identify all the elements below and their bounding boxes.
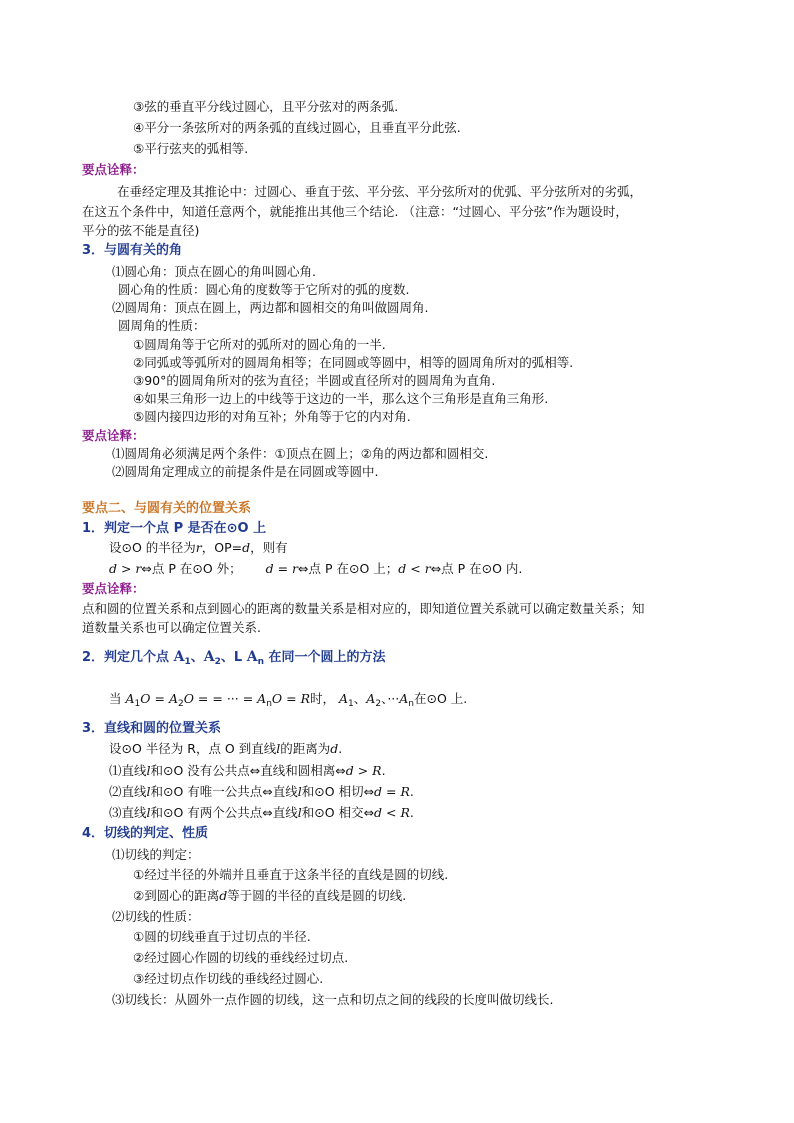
math-op: = ··· = <box>212 691 258 706</box>
math-op: = <box>150 691 169 706</box>
math-subscript: 2 <box>214 657 221 667</box>
section-title <box>82 646 386 668</box>
text-line: ⑤圆内接四边形的对角互补；外角等于它的内对角. <box>133 409 411 424</box>
text-fragment: 的距离为 <box>280 741 331 756</box>
math-var: R <box>300 691 311 706</box>
text-fragment: ⑴直线 <box>109 763 147 778</box>
text-line: 设⊙O 半径为 R，点 O 到直线l的距离为d. <box>109 741 343 756</box>
text-line: ④平分一条弦所对的两条弧的直线过圆心，且垂直平分此弦. <box>133 120 461 135</box>
math-var: d <box>219 888 228 903</box>
text-fragment: ，OP= <box>201 540 243 555</box>
note-label: 要点诠释： <box>82 428 145 443</box>
text-line: ③90°的圆周角所对的弦为直径；半圆或直径所对的圆周角为直角. <box>133 373 496 388</box>
text-fragment: ⑵直线 <box>109 784 147 799</box>
text-fragment: ⇔点 P 在⊙O 外； <box>141 561 242 576</box>
math-var: O <box>140 691 151 706</box>
formula-line <box>109 690 467 708</box>
text-line: ②同弧或等弧所对的圆周角相等；在同圆或等圆中，相等的圆周角所对的弧相等. <box>133 355 574 370</box>
text-line: ③弦的垂直平分线过圆心，且平分弦对的两条弧. <box>133 99 399 114</box>
math-var: O <box>183 691 194 706</box>
math-subscript: 1 <box>184 657 191 667</box>
text-fragment: 当 <box>109 691 122 706</box>
math-op: ··· <box>387 691 400 706</box>
section-title: 4．切线的判定、性质 <box>82 826 209 841</box>
text-line: ⑴切线的判定： <box>112 847 200 862</box>
relation-line <box>109 560 522 578</box>
math-var: A <box>168 691 178 706</box>
text-fragment: ⇔点 P 在⊙O 内. <box>430 561 523 576</box>
text-fragment: 和⊙O 相切⇔ <box>301 784 375 799</box>
text-fragment: 时， <box>310 691 336 706</box>
text-fragment: 和⊙O 有唯一公共点⇔直线 <box>150 784 298 799</box>
section-title: 1．判定一个点 P 是否在⊙O 上 <box>82 521 267 536</box>
text-fragment: . <box>409 805 414 820</box>
math-var: l <box>146 763 151 778</box>
text-line: ⑴圆周角必须满足两个条件：①顶点在圆上；②角的两边都和圆相交. <box>112 446 489 461</box>
text-fragment: 在同一个圆上的方法 <box>268 650 386 665</box>
math-var: A <box>257 691 267 706</box>
text-line <box>109 762 386 780</box>
math-subscript: n <box>408 699 414 709</box>
text-line: ⑵切线的性质： <box>112 909 200 924</box>
math-var: O <box>271 691 283 706</box>
math-relation: d < R <box>374 805 410 820</box>
section-title: 3．与圆有关的角 <box>82 243 183 258</box>
text-fragment: ⑶直线 <box>109 805 147 820</box>
math-var: d <box>330 741 339 756</box>
text-line: 圆心角的性质：圆心角的度数等于它所对的弧的度数. <box>118 282 410 297</box>
math-subscript: 2 <box>375 699 382 709</box>
text-fragment: 设⊙O 的半径为 <box>109 540 196 555</box>
math-subscript: 1 <box>134 699 141 709</box>
math-subscript: n <box>257 657 264 667</box>
text-line: ⑵圆周角定理成立的前提条件是在同圆或等圆中. <box>112 464 379 479</box>
math-var: l <box>297 805 302 820</box>
math-var: r <box>195 540 202 555</box>
math-relation: d = R <box>374 784 410 799</box>
math-var: A <box>173 649 185 665</box>
text-line: 点和圆的位置关系和点到圆心的距离的数量关系是相对应的，即知道位置关系就可以确定数量关系；知 <box>82 601 645 616</box>
text-line: 在垂经定理及其推论中：过圆心、垂直于弦、平分弦、平分弦所对的优弧、平分弦所对的劣弧， <box>117 184 643 199</box>
text-line: ①经过半径的外端并且垂直于这条半径的直线是圆的切线. <box>133 867 449 882</box>
text-line: 在这五个条件中，知道任意两个，就能推出其他三个结论. （注意：“过圆心、平分弦”作为题设时， <box>82 204 628 219</box>
math-var: A <box>203 649 215 665</box>
note-label: 要点诠释： <box>82 581 145 596</box>
text-fragment: ，则有 <box>250 540 288 555</box>
text-line: ①圆的切线垂直于过切点的半径. <box>133 929 311 944</box>
text-line: ⑤平行弦夹的弧相等. <box>133 141 249 156</box>
math-var: l <box>297 784 302 799</box>
math-var: A <box>246 649 258 665</box>
section-title: 3．直线和圆的位置关系 <box>82 721 222 736</box>
math-relation: d = r <box>265 561 299 576</box>
text-fragment: . <box>381 763 386 778</box>
math-relation: d > r <box>109 561 142 576</box>
math-var: A <box>399 691 409 706</box>
math-var: l <box>146 805 151 820</box>
text-line: ⑵圆周角：顶点在圆上，两边都和圆相交的角叫做圆周角. <box>112 300 429 315</box>
text-line <box>109 804 414 822</box>
math-subscript: 1 <box>348 699 354 709</box>
text-fragment: 2．判定几个点 <box>82 650 170 665</box>
math-var: l <box>146 784 151 799</box>
math-var: A <box>125 691 135 706</box>
text-line: 平分的弦不能是直径) <box>82 223 200 238</box>
text-line: ⑴圆心角：顶点在圆心的角叫圆心角. <box>112 264 316 279</box>
text-fragment: 和⊙O 有两个公共点⇔直线 <box>150 805 298 820</box>
math-op: = <box>282 691 301 706</box>
text-fragment: . <box>409 784 414 799</box>
text-line: ①圆周角等于它所对的弧所对的圆心角的一半. <box>133 337 386 352</box>
text-line: 道数量关系也可以确定位置关系. <box>82 620 261 635</box>
math-separator: 、 <box>190 650 204 665</box>
text-line: ③经过切点作切线的垂线经过圆心. <box>133 971 324 986</box>
text-fragment: ②到圆心的距离 <box>133 888 220 903</box>
text-line: ④如果三角形一边上的中线等于这边的一半，那么这个三角形是直角三角形. <box>133 391 549 406</box>
math-subscript: 2 <box>177 699 184 709</box>
math-separator: 、 <box>381 691 388 706</box>
text-line <box>109 783 414 801</box>
text-line: ⑶切线长：从圆外一点作圆的切线，这一点和切点之间的线段的长度叫做切线长. <box>112 992 554 1007</box>
text-fragment: 和⊙O 相交⇔ <box>301 805 375 820</box>
math-subscript: n <box>266 699 272 709</box>
math-op: = <box>193 691 213 706</box>
math-var: A <box>339 691 349 706</box>
math-var: l <box>276 741 281 756</box>
text-fragment: 等于圆的半径的直线是圆的切线. <box>227 888 407 903</box>
text-fragment: 在⊙O 上. <box>414 691 468 706</box>
text-fragment: ⇔点 P 在⊙O 上； <box>298 561 399 576</box>
text-line: ②经过圆心作圆的切线的垂线经过切点. <box>133 950 349 965</box>
text-line <box>133 887 406 905</box>
math-var: d <box>242 540 251 555</box>
math-relation: d < r <box>398 561 431 576</box>
math-var: A <box>366 691 376 706</box>
note-label: 要点诠释： <box>82 162 145 177</box>
text-line: 圆周角的性质： <box>118 318 206 333</box>
math-relation: d > R <box>345 763 382 778</box>
text-line <box>109 539 288 557</box>
text-fragment: 和⊙O 没有公共点⇔直线和圆相离⇔ <box>150 763 346 778</box>
math-separator: 、L <box>220 650 247 665</box>
text-fragment: 设⊙O 半径为 R，点 O 到直线 <box>109 741 277 756</box>
math-separator: 、 <box>353 691 367 706</box>
part-title: 要点二、与圆有关的位置关系 <box>82 501 252 516</box>
